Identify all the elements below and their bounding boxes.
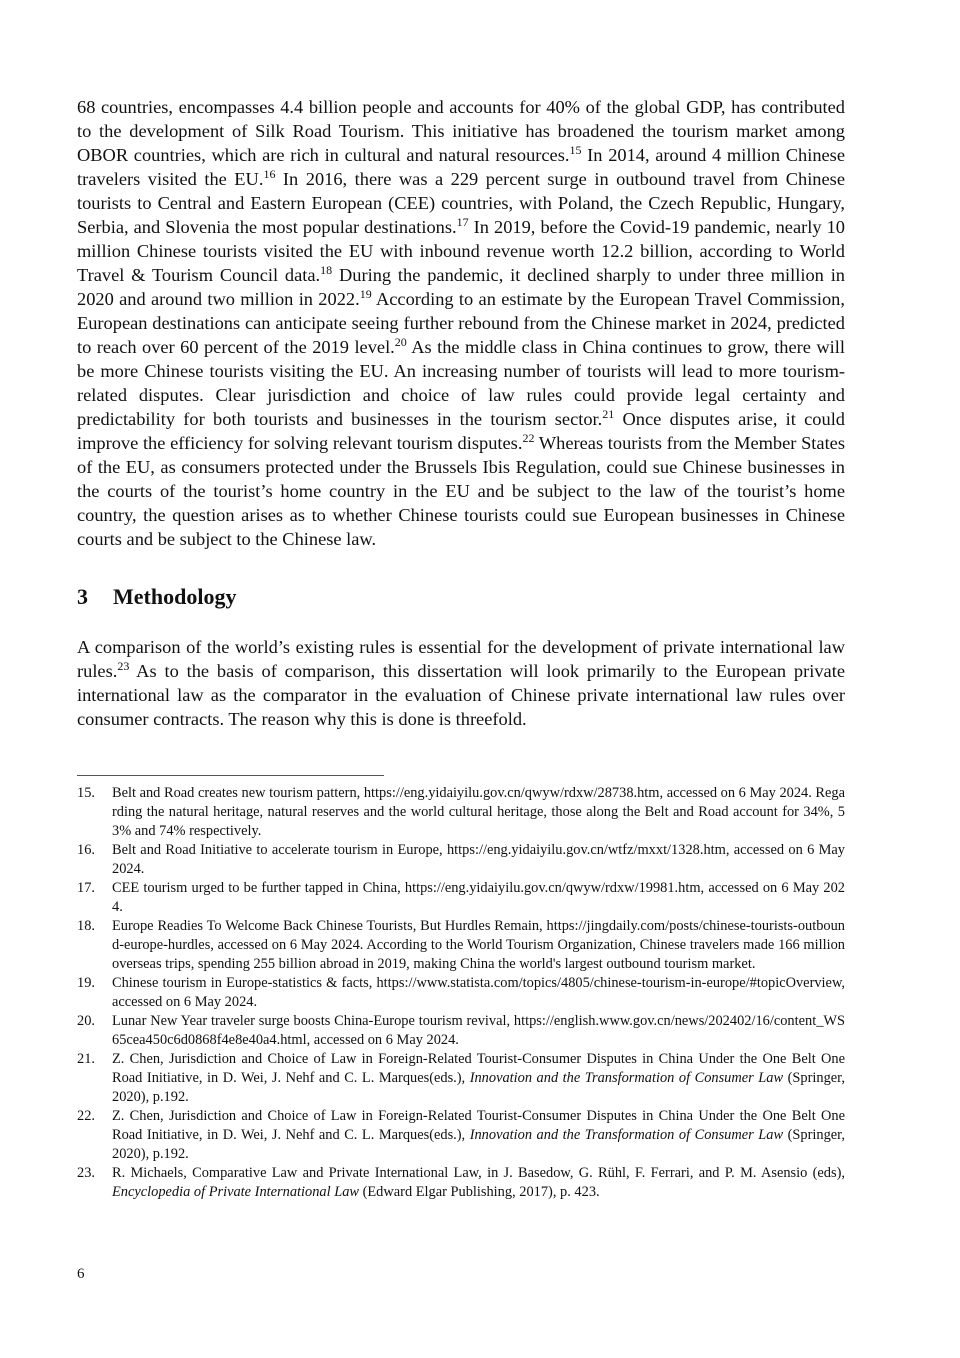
footnote-text: Chinese tourism in Europe-statistics & facts, https://www.statista.com/topics/4805/chinese-tourism-in-europe/#topicOverview, accessed on 6 May 2024. xyxy=(112,975,845,1010)
footnote-text: Z. Chen, Jurisdiction and Choice of Law in Foreign-Related Tourist-Consumer Disputes in China Under the One Belt One Road Initiative, in D. Wei, J. Nehf and C. L. Marques(eds.), xyxy=(112,1051,845,1086)
page-number: 6 xyxy=(77,1266,85,1282)
paragraph-text: A comparison of the world’s existing rules is essential for the development of private international law rules. xyxy=(77,637,845,681)
footnote-ref-23[interactable]: 23 xyxy=(117,658,130,673)
footnote-text: (Springer, 2020), p.192. xyxy=(112,1070,845,1105)
footnote-number: 20. xyxy=(77,1013,95,1029)
footnote-item xyxy=(77,1012,845,1050)
footnote-text: Z. Chen, Jurisdiction and Choice of Law in Foreign-Related Tourist-Consumer Disputes in China Under the One Belt One Road Initiative, in D. Wei, J. Nehf and C. L. Marques(eds.), xyxy=(112,1108,845,1143)
footnote-ref-17[interactable]: 17 xyxy=(456,214,469,229)
footnote-number: 15. xyxy=(77,785,95,801)
paragraph-text: As the middle class in China continues to grow, there will be more Chinese tourists visiting the EU. An increasing number of tourists will lead to more tourism-related disputes. Clear jurisdiction and choice of law rules could provide legal certainty and predictability for both tourists and businesses in the tourism sector. xyxy=(77,337,846,429)
paragraph-text: According to an estimate by the European Travel Commission, European destinations can anticipate seeing further rebound from the Chinese market in 2024, predicted to reach over 60 percent of the 2019 level. xyxy=(77,289,845,357)
footnote-item xyxy=(77,879,845,917)
footnote-item xyxy=(77,1107,845,1164)
footnote-ref-16[interactable]: 16 xyxy=(263,166,276,181)
footnote-number: 19. xyxy=(77,975,95,991)
footnote-book-title: Innovation and the Transformation of Consumer Law xyxy=(469,1127,784,1143)
footnote-number: 21. xyxy=(77,1051,95,1067)
footnote-text: Lunar New Year traveler surge boosts China-Europe tourism revival, https://english.www.gov.cn/news/202402/16/content_WS65cea450c6d0868f4e8e40a4.html, accessed on 6 May 2024. xyxy=(112,1013,845,1048)
paragraph-text: In 2016, there was a 229 percent surge in outbound travel from Chinese tourists to Central and Eastern European (CEE) countries, with Poland, the Czech Republic, Hungary, Serbia, and Slovenia the most popular destinations. xyxy=(77,169,845,237)
footnote-number: 23. xyxy=(77,1165,95,1181)
footnote-number: 22. xyxy=(77,1108,95,1124)
footnote-text: (Springer, 2020), p.192. xyxy=(112,1127,845,1162)
footnote-ref-20[interactable]: 20 xyxy=(394,334,407,349)
footnote-item xyxy=(77,1164,845,1202)
paragraph-text: In 2014, around 4 million Chinese travelers visited the EU. xyxy=(77,145,846,189)
footnote-divider xyxy=(77,775,384,776)
footnote-list xyxy=(77,784,845,1202)
paragraph-text: In 2019, before the Covid-19 pandemic, nearly 10 million Chinese tourists visited the EU with inbound revenue worth 12.2 billion, according to World Travel & Tourism Council data. xyxy=(77,217,845,285)
footnote-ref-18[interactable]: 18 xyxy=(320,262,333,277)
footnote-item xyxy=(77,841,845,879)
footnote-number: 18. xyxy=(77,918,95,934)
paragraph-text: 68 countries, encompasses 4.4 billion people and accounts for 40% of the global GDP, has contributed to the development of Silk Road Tourism. This initiative has broadened the tourism market among OBOR countries, which are rich in cultural and natural resources. xyxy=(77,97,845,165)
section-title: Methodology xyxy=(113,584,237,609)
footnote-book-title: Innovation and the Transformation of Consumer Law xyxy=(469,1070,784,1086)
body-paragraph xyxy=(77,95,845,551)
footnote-text: R. Michaels, Comparative Law and Private International Law, in J. Basedow, G. Rühl, F. Ferrari, and P. M. Asensio (eds), xyxy=(112,1165,845,1181)
footnote-ref-15[interactable]: 15 xyxy=(569,142,582,157)
footnote-item xyxy=(77,784,845,841)
body-paragraph xyxy=(77,635,845,731)
footnote-book-title: Encyclopedia of Private International Law xyxy=(112,1184,359,1200)
footnote-text: (Edward Elgar Publishing, 2017), p. 423. xyxy=(359,1184,600,1200)
footnote-ref-21[interactable]: 21 xyxy=(602,406,615,421)
paragraph-text: Whereas tourists from the Member States of the EU, as consumers protected under the Brussels Ibis Regulation, could sue Chinese businesses in the courts of the tourist’s home country in the EU and be subject to the law of the tourist’s home country, the question arises as to whether Chinese tourists could sue European businesses in Chinese courts and be subject to the Chinese law. xyxy=(77,433,846,549)
paragraph-text: During the pandemic, it declined sharply to under three million in 2020 and around two million in 2022. xyxy=(77,265,846,309)
footnote-text: Belt and Road creates new tourism pattern, https://eng.yidaiyilu.gov.cn/qwyw/rdxw/28738.htm, accessed on 6 May 2024. Regarding the natural heritage, natural reserves and the world cultural heritage, those along the Belt and Road account for 34%, 53% and 74% respectively. xyxy=(112,785,845,839)
paragraph-text: Once disputes arise, it could improve the efficiency for solving relevant tourism disputes. xyxy=(77,409,845,453)
footnote-ref-22[interactable]: 22 xyxy=(522,430,535,445)
footnote-number: 16. xyxy=(77,842,95,858)
footnote-ref-19[interactable]: 19 xyxy=(359,286,372,301)
footnote-number: 17. xyxy=(77,880,95,896)
footnote-item xyxy=(77,974,845,1012)
footnote-item xyxy=(77,1050,845,1107)
section-number: 3 xyxy=(77,584,88,609)
page-content xyxy=(77,95,845,1202)
paragraph-text: As to the basis of comparison, this dissertation will look primarily to the European private international law as the comparator in the evaluation of Chinese private international law rules over consumer contracts. The reason why this is done is threefold. xyxy=(77,661,845,729)
footnote-text: CEE tourism urged to be further tapped in China, https://eng.yidaiyilu.gov.cn/qwyw/rdxw/19981.htm, accessed on 6 May 2024. xyxy=(112,880,845,915)
footnote-text: Europe Readies To Welcome Back Chinese Tourists, But Hurdles Remain, https://jingdaily.com/posts/chinese-tourists-outbound-europe-hurdles, accessed on 6 May 2024. According to the World Tourism Organization, Chinese travelers made 166 million overseas trips, spending 255 billion abroad in 2019, making China the world's largest outbound tourism market. xyxy=(112,918,845,972)
footnote-item xyxy=(77,917,845,974)
section-heading xyxy=(77,583,845,611)
footnote-text: Belt and Road Initiative to accelerate tourism in Europe, https://eng.yidaiyilu.gov.cn/wtfz/mxxt/1328.htm, accessed on 6 May 2024. xyxy=(112,842,845,877)
